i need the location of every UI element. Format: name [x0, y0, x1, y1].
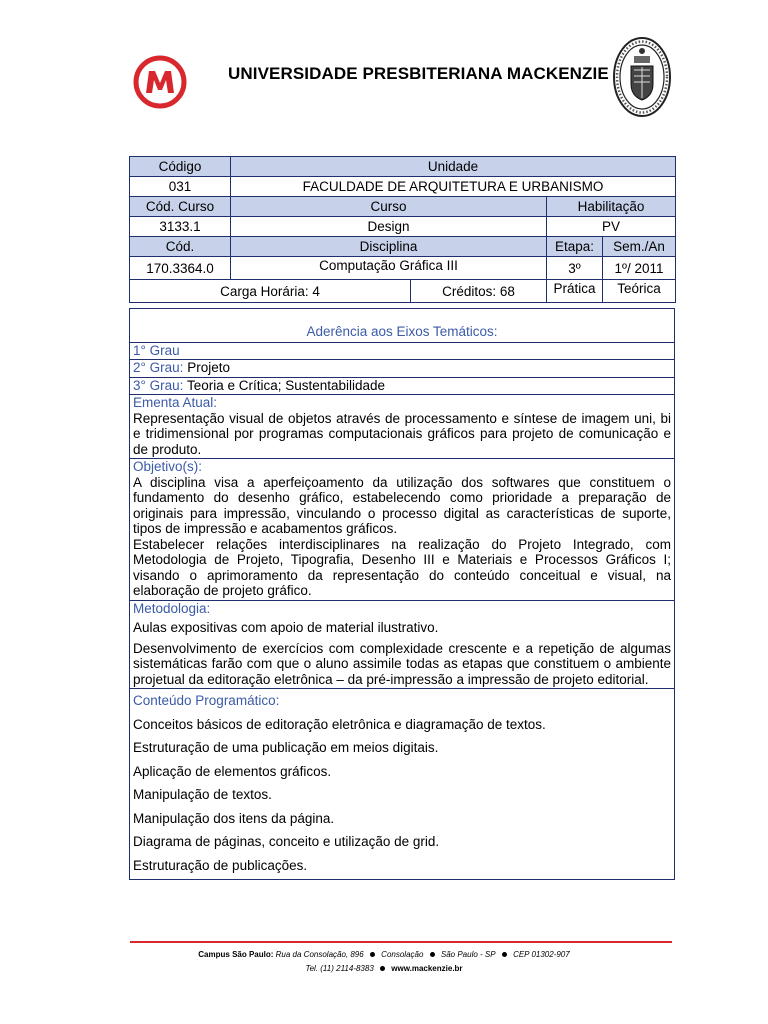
course-content-box: [129, 308, 675, 880]
university-seal-icon: [612, 36, 672, 118]
disciplina-value: Computação Gráfica III: [231, 257, 547, 280]
conteudo-item: Manipulação de textos.: [133, 787, 272, 802]
university-title: UNIVERSIDADE PRESBITERIANA MACKENZIE: [228, 64, 609, 83]
footer-address: [0, 950, 768, 959]
grau1-label: 1° Grau: [130, 342, 674, 360]
objetivo-text-2: Estabelecer relações interdisciplinares na realização do Projeto Integrado, com Metodologia de Projeto, Tipografia, Desenho III e Materiais e Processos Gráficos I; visando o aprimoramento da representação do conteúdo conceitual e visual, na elaboração de projeto gráfico.: [133, 536, 671, 598]
footer-contact: [0, 964, 768, 973]
etapa-label: Etapa:: [547, 237, 603, 257]
footer-divider: [130, 941, 672, 943]
conteudo-item: Diagrama de páginas, conceito e utilização de grid.: [133, 834, 440, 849]
objetivo-section: [130, 458, 674, 600]
cod-curso-label: Cód. Curso: [130, 197, 231, 217]
habilitacao-value: PV: [547, 217, 676, 237]
bullet-icon: [370, 952, 375, 957]
ementa-text: Representação visual de objetos através de processamento e síntese de imagem uni, bi e tridimensional por programas computacionais gráficos para projeto de comunicação e de produto.: [133, 410, 671, 457]
mackenzie-logo-icon: [133, 55, 187, 109]
grau3-label: 3° Grau:: [133, 377, 184, 393]
cod-value: 170.3364.0: [130, 257, 231, 280]
etapa-value: 3º: [547, 257, 603, 280]
grau3-value: Teoria e Crítica; Sustentabilidade: [186, 377, 386, 393]
campus-label: Campus São Paulo:: [198, 950, 274, 959]
unidade-label: Unidade: [231, 157, 676, 177]
grau2-row: [130, 359, 674, 377]
cod-label: Cód.: [130, 237, 231, 257]
codigo-label: Código: [130, 157, 231, 177]
metodologia-section: [130, 600, 674, 689]
bullet-icon: [380, 966, 385, 971]
ementa-section: [130, 394, 674, 458]
grau3-row: [130, 377, 674, 395]
curso-value: Design: [231, 217, 547, 237]
conteudo-item: Aplicação de elementos gráficos.: [133, 763, 332, 779]
cep: CEP 01302-907: [513, 950, 570, 959]
bullet-icon: [430, 952, 435, 957]
course-info-table: [129, 156, 676, 303]
grau2-label: 2° Grau:: [133, 360, 184, 375]
address: Rua da Consolação, 896: [275, 950, 364, 959]
conteudo-section: [130, 688, 674, 879]
city: São Paulo - SP: [440, 950, 496, 959]
website-link[interactable]: www.mackenzie.br: [391, 964, 463, 973]
cod-curso-value: 3133.1: [130, 217, 231, 237]
curso-label: Curso: [231, 197, 547, 217]
conteudo-item: Conceitos básicos de editoração eletrônica e diagramação de textos.: [133, 716, 546, 732]
sem-label: Sem./An: [603, 237, 676, 257]
ementa-label: Ementa Atual:: [133, 395, 218, 410]
grau2-value: Projeto: [187, 360, 230, 375]
metodologia-text-1: Aulas expositivas com apoio de material ilustrativo.: [133, 620, 439, 635]
conteudo-label: Conteúdo Programático:: [133, 693, 280, 708]
codigo-value: 031: [130, 177, 231, 197]
pratica-label: Prática: [547, 280, 603, 303]
conteudo-item: Estruturação de uma publicação em meios digitais.: [133, 740, 439, 755]
bullet-icon: [502, 952, 507, 957]
metodologia-label: Metodologia:: [133, 600, 211, 616]
habilitacao-label: Habilitação: [547, 197, 676, 217]
metodologia-text-2: Desenvolvimento de exercícios com complexidade crescente e a repetição de algumas sistemáticas farão com que o aluno assimile todas as etapas que constituem o ambiente projetual da editoração eletrônica – da pré-impressão a impressão de projeto editorial.: [133, 640, 671, 687]
disciplina-label: Disciplina: [231, 237, 547, 257]
objetivo-text-1: A disciplina visa a aperfeiçoamento da utilização dos softwares que constituem o fundamento do desenho gráfico, estabelecendo como prioridade a preparação de originais para impressão, vinculando o processo digital as características de suporte, tipos de impressão e acabamentos gráficos.: [133, 474, 671, 536]
aderencia-title: Aderência aos Eixos Temáticos:: [306, 324, 498, 339]
teorica-label: Teórica: [603, 280, 676, 303]
objetivo-label: Objetivo(s):: [133, 459, 203, 474]
creditos: Créditos: 68: [411, 280, 547, 303]
district: Consolação: [381, 950, 424, 959]
telephone: Tel. (11) 2114-8383: [305, 964, 374, 973]
unidade-value: FACULDADE DE ARQUITETURA E URBANISMO: [231, 177, 676, 197]
carga-horaria: Carga Horária: 4: [130, 280, 411, 303]
sem-value: 1º/ 2011: [603, 257, 676, 280]
conteudo-item: Manipulação dos itens da página.: [133, 810, 335, 826]
conteudo-item: Estruturação de publicações.: [133, 857, 308, 873]
